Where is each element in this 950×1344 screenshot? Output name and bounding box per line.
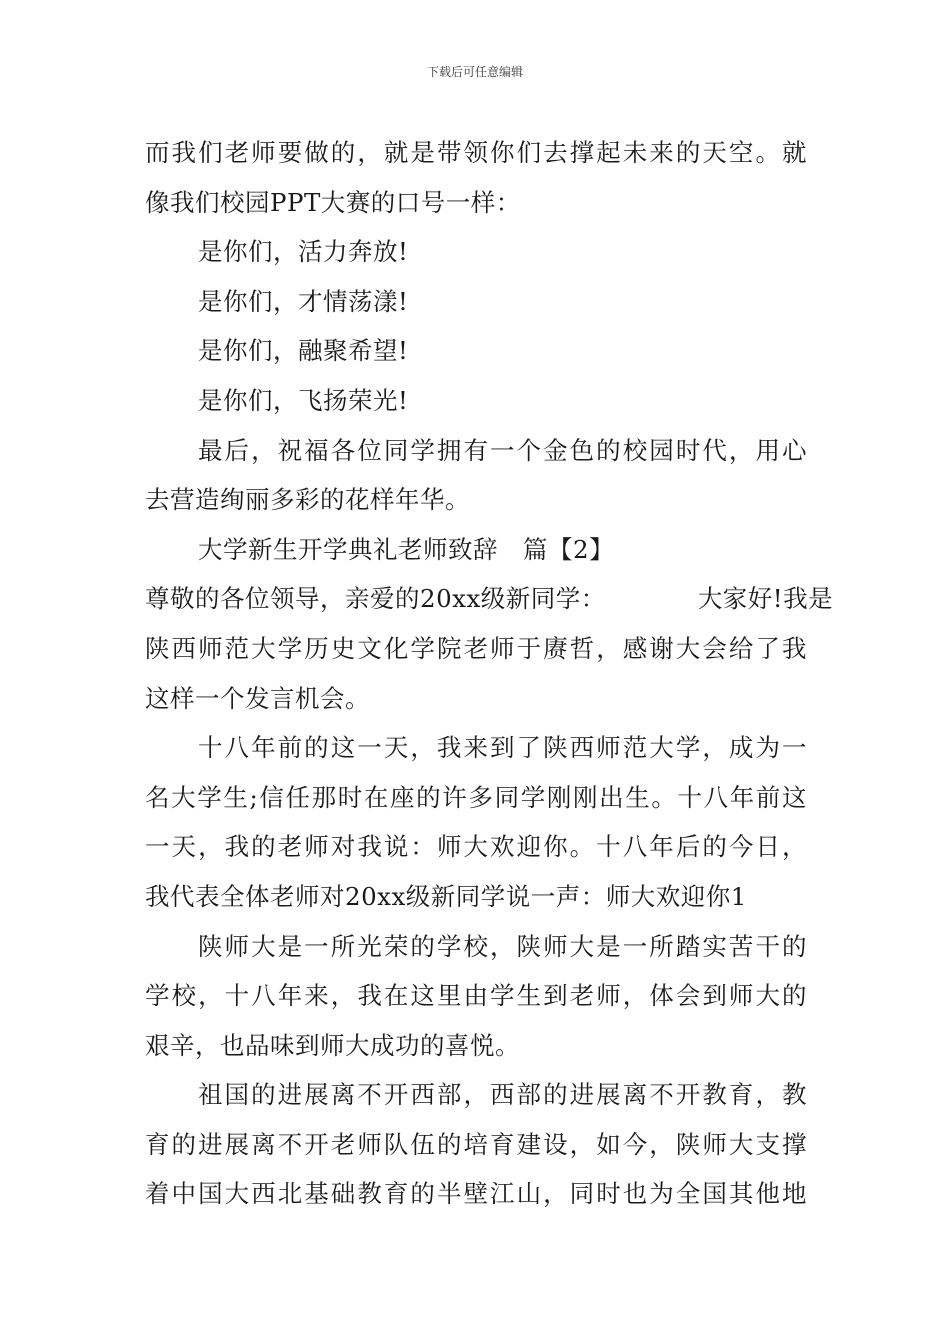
- text-line: 而我们老师要做的，就是带领你们去撑起未来的天空。就: [145, 138, 807, 167]
- text-line: 艰辛，也品味到师大成功的喜悦。: [145, 1030, 520, 1060]
- text-line: 去营造绚丽多彩的花样年华。: [145, 485, 470, 515]
- text-line: 祖国的进展离不开西部，西部的进展离不开教育，教: [198, 1080, 807, 1110]
- text-line: 最后，祝福各位同学拥有一个金色的校园时代，用心: [198, 435, 807, 465]
- text-line: 十八年前的这一天，我来到了陕西师范大学，成为一: [198, 733, 807, 763]
- document-body: [145, 128, 834, 1219]
- text-line: 一天，我的老师对我说：师大欢迎你。十八年后的今日，: [145, 832, 807, 862]
- slogan-line: 是你们，活力奔放!: [198, 237, 409, 267]
- text-line: 我代表全体老师对20xx级新同学说一声：师大欢迎你1: [145, 881, 747, 911]
- slogan-line: 是你们，融聚希望!: [198, 336, 409, 366]
- page-header-note: 下载后可任意编辑: [426, 65, 523, 79]
- salutation: 尊敬的各位领导，亲爱的20xx级新同学：: [145, 584, 606, 614]
- text-line: 学校，十八年来，我在这里由学生到老师，体会到师大的: [145, 981, 807, 1011]
- greeting: 大家好!我是: [697, 584, 834, 614]
- greeting-line: [145, 574, 834, 624]
- text-line: 名大学生;信任那时在座的许多同学刚刚出生。十八年前这: [145, 782, 807, 812]
- text-line: 陕西师范大学历史文化学院老师于赓哲，感谢大会给了我: [145, 633, 807, 663]
- text-line: 像我们校园PPT大赛的口号一样：: [145, 187, 521, 217]
- slogan-line: 是你们，才情荡漾!: [198, 286, 409, 316]
- text-line: 育的进展离不开老师队伍的培育建设，如今，陕师大支撑: [145, 1129, 807, 1159]
- section-heading: 大学新生开学典礼老师致辞 篇【2】: [198, 534, 615, 564]
- text-line: 着中国大西北基础教育的半壁江山，同时也为全国其他地: [145, 1179, 807, 1209]
- text-line: 这样一个发言机会。: [145, 683, 370, 713]
- slogan-line: 是你们，飞扬荣光!: [198, 385, 409, 415]
- text-line: 陕师大是一所光荣的学校，陕师大是一所踏实苦干的: [198, 931, 807, 961]
